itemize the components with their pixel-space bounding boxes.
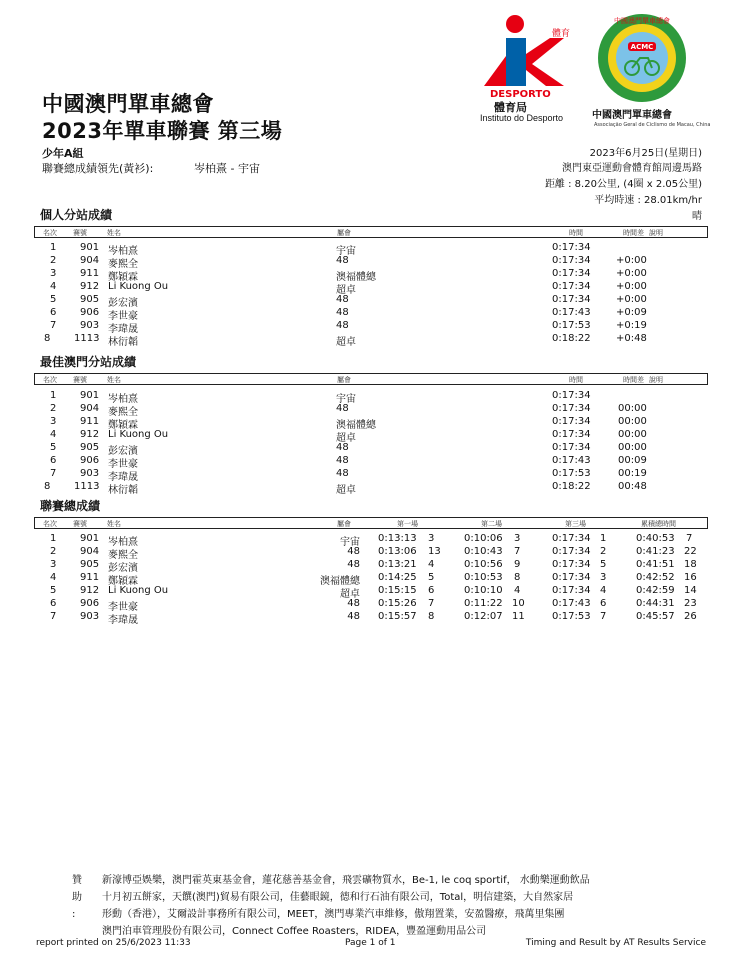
rank: 3 [50,416,57,427]
col-bib: 賽號 [73,229,87,237]
rank: 2 [50,255,57,266]
acmc-name-zh: 中國澳門單車總會 [592,110,672,121]
col-round1: 第一場 [397,520,418,528]
round2-points: 10 [512,598,525,609]
col-rank: 名次 [43,520,57,528]
desporto-name-zh: 體育局 [494,101,527,114]
bib: 1113 [74,333,100,344]
table-row [34,416,708,431]
round3-time: 0:17:34 [552,546,591,557]
bib: 901 [80,242,100,253]
round2-points: 4 [514,585,521,596]
col-time: 時間 [569,376,583,384]
acmc-name-pt: Associação Geral de Ciclismo de Macau, China [594,122,711,128]
bib: 912 [80,281,100,292]
club: 48 [336,455,349,466]
total-points: 18 [684,559,697,570]
rank: 3 [50,559,57,570]
round1-time: 0:13:21 [378,559,417,570]
club: 宇宙 [340,537,360,548]
table-row [34,598,708,613]
col-round2: 第二場 [481,520,502,528]
time: 0:17:34 [552,403,591,414]
round3-points: 5 [600,559,607,570]
round2-points: 11 [512,611,525,622]
rider-name: 岑柏熹 [108,394,138,405]
club: 48 [336,442,349,453]
round3-points: 7 [600,611,607,622]
round2-time: 0:10:56 [464,559,503,570]
rider-name: 麥熙全 [108,259,138,270]
rider-name: Li Kuong Ou [108,429,169,440]
col-rank: 名次 [43,229,57,237]
rider-name: 鄭穎霖 [108,576,138,587]
rider-name: 李瑋晟 [108,472,138,483]
round2-time: 0:11:22 [464,598,503,609]
table-header-macau-best [34,373,708,385]
table-row [34,242,708,257]
time: 0:17:34 [552,268,591,279]
club: 48 [347,611,360,622]
table-row [34,307,708,322]
rider-name: 岑柏熹 [108,537,138,548]
leader-label: 聯賽總成績領先(黃衫): [42,162,154,175]
total-points: 14 [684,585,697,596]
col-club: 屬會 [337,520,351,528]
total-points: 23 [684,598,697,609]
rank: 4 [50,281,57,292]
page-title: 中國澳門單車總會 [42,92,214,116]
bib: 1113 [74,481,100,492]
rank: 7 [50,320,57,331]
time-diff: +0:09 [616,307,647,318]
bib: 911 [80,268,100,279]
round1-time: 0:13:13 [378,533,417,544]
weather: 晴 [692,211,702,222]
round1-points: 7 [428,598,435,609]
race-distance: 距離 : 8.20公里, (4圈 x 2.05公里) [544,179,702,190]
rank: 7 [50,468,57,479]
time-diff: +0:19 [616,320,647,331]
round1-points: 13 [428,546,441,557]
round1-points: 8 [428,611,435,622]
bib: 906 [80,455,100,466]
rank: 1 [50,242,57,253]
table-row [34,281,708,296]
rank: 8 [44,481,51,492]
timing-credit: Timing and Result by AT Results Service [525,938,706,948]
round3-time: 0:17:34 [552,572,591,583]
table-row [34,268,708,283]
col-diff: 時間差 [623,376,644,384]
club: 超卓 [336,433,356,444]
col-note: 說明 [649,376,663,384]
club: 澳福體總 [336,272,376,283]
rank: 7 [50,611,57,622]
bib: 912 [80,429,100,440]
race-venue: 澳門東亞運動會體育館周邊馬路 [562,163,702,174]
round3-points: 4 [600,585,607,596]
club: 超卓 [336,337,356,348]
desporto-logo [476,14,576,126]
bib: 904 [80,255,100,266]
table-row [34,255,708,270]
bib: 911 [80,416,100,427]
bib: 906 [80,598,100,609]
sponsors-line: 形動（香港），艾爾設計事務所有限公司，MEET，澳門專業汽車維修，傲翔置業，安盈醫療，飛萬里集團 [102,909,565,920]
round1-points: 5 [428,572,435,583]
total-time: 0:45:57 [636,611,675,622]
time: 0:17:34 [552,390,591,401]
round2-points: 3 [514,533,521,544]
time: 0:17:34 [552,242,591,253]
time: 0:17:34 [552,442,591,453]
table-row [34,546,708,561]
time: 0:17:34 [552,429,591,440]
time-diff: +0:48 [616,333,647,344]
table-row [34,559,708,574]
col-rank: 名次 [43,376,57,384]
rider-name: 李瑋晟 [108,324,138,335]
round1-time: 0:13:06 [378,546,417,557]
table-row [34,390,708,405]
round2-time: 0:10:43 [464,546,503,557]
club: 超卓 [340,589,360,600]
bib: 901 [80,533,100,544]
round3-time: 0:17:53 [552,611,591,622]
table-header-stage [34,226,708,238]
rank: 4 [50,572,57,583]
time: 0:17:53 [552,468,591,479]
rider-name: 彭宏濱 [108,563,138,574]
time-diff: +0:00 [616,281,647,292]
table-row [34,481,708,496]
club: 48 [336,403,349,414]
table-row [34,429,708,444]
round2-points: 7 [514,546,521,557]
round2-points: 8 [514,572,521,583]
time-diff: 00:00 [618,416,647,427]
table-row [34,468,708,483]
acmc-ring-text: 中國澳門單車總會 [614,17,670,25]
bib: 905 [80,559,100,570]
time-diff: 00:19 [618,468,647,479]
bib: 901 [80,390,100,401]
col-note: 說明 [649,229,663,237]
table-row [34,533,708,548]
table-row [34,611,708,626]
race-avg-speed: 平均時速 : 28.01km/hr [594,195,702,206]
total-points: 7 [686,533,693,544]
acmc-badge-text: ACMC [630,43,654,51]
club: 48 [347,598,360,609]
round2-time: 0:12:07 [464,611,503,622]
round1-time: 0:14:25 [378,572,417,583]
col-club: 屬會 [337,376,351,384]
round1-points: 6 [428,585,435,596]
bib: 905 [80,294,100,305]
club: 宇宙 [336,394,356,405]
time-diff: 00:00 [618,403,647,414]
rider-name: 岑柏熹 [108,246,138,257]
club: 超卓 [336,285,356,296]
section-title-macau-best: 最佳澳門分站成績 [40,355,137,369]
sponsors-line: 十月初五餅家，天饌(澳門)貿易有限公司，佳藝眼鏡，德和行石油有限公司，Total，明信建築，大自然家居 [102,892,574,903]
table-row [34,294,708,309]
bib: 903 [80,611,100,622]
rank: 2 [50,546,57,557]
table-header-overall [34,517,708,529]
rank: 5 [50,294,57,305]
rank: 3 [50,268,57,279]
round3-time: 0:17:34 [552,533,591,544]
round1-points: 3 [428,533,435,544]
rider-name: Li Kuong Ou [108,281,169,292]
event-title: 2023年單車聯賽 第三場 [42,119,283,143]
round1-time: 0:15:15 [378,585,417,596]
round3-points: 2 [600,546,607,557]
rank: 8 [44,333,51,344]
table-row [34,320,708,335]
rank: 6 [50,307,57,318]
rank: 1 [50,390,57,401]
rider-name: 麥熙全 [108,550,138,561]
round1-points: 4 [428,559,435,570]
col-bib: 賽號 [73,520,87,528]
time-diff: 00:09 [618,455,647,466]
round3-time: 0:17:34 [552,585,591,596]
round2-time: 0:10:10 [464,585,503,596]
col-name: 姓名 [107,520,121,528]
total-points: 22 [684,546,697,557]
total-time: 0:42:59 [636,585,675,596]
rank: 6 [50,598,57,609]
club: 澳福體總 [336,420,376,431]
total-time: 0:41:23 [636,546,675,557]
bib: 903 [80,320,100,331]
rider-name: 鄭穎霖 [108,272,138,283]
rider-name: 李世豪 [108,459,138,470]
total-points: 26 [684,611,697,622]
table-row [34,572,708,587]
club: 超卓 [336,485,356,496]
rank: 6 [50,455,57,466]
time: 0:17:43 [552,455,591,466]
report-printed: report printed on 25/6/2023 11:33 [36,938,191,948]
rider-name: 林衍韜 [108,337,138,348]
round3-time: 0:17:43 [552,598,591,609]
col-total: 累積總時間 [641,520,676,528]
club: 48 [336,255,349,266]
time: 0:18:22 [552,481,591,492]
section-title-stage: 個人分站成績 [40,208,113,222]
round1-time: 0:15:26 [378,598,417,609]
bib: 903 [80,468,100,479]
rider-name: 鄭穎霖 [108,420,138,431]
club: 48 [336,468,349,479]
col-name: 姓名 [107,229,121,237]
total-time: 0:41:51 [636,559,675,570]
total-points: 16 [684,572,697,583]
rider-name: 李世豪 [108,311,138,322]
rank: 5 [50,585,57,596]
bib: 912 [80,585,100,596]
time-diff: 00:00 [618,429,647,440]
total-time: 0:40:53 [636,533,675,544]
time: 0:17:34 [552,255,591,266]
time-diff: 00:00 [618,442,647,453]
round2-time: 0:10:06 [464,533,503,544]
round2-points: 9 [514,559,521,570]
rank: 1 [50,533,57,544]
col-bib: 賽號 [73,376,87,384]
total-time: 0:44:31 [636,598,675,609]
club: 48 [347,546,360,557]
rank: 2 [50,403,57,414]
sponsors-line: 澳門泊車管理股份有限公司，Connect Coffee Roasters，RIDEA，豐盈運動用品公司 [102,926,487,937]
rank: 4 [50,429,57,440]
race-date: 2023年6月25日(星期日) [589,148,702,159]
rank: 5 [50,442,57,453]
rider-name: 彭宏濱 [108,446,138,457]
section-title-overall: 聯賽總成績 [40,499,101,513]
round3-points: 1 [600,533,607,544]
time: 0:17:34 [552,281,591,292]
club: 48 [347,559,360,570]
rider-name: 麥熙全 [108,407,138,418]
bib: 911 [80,572,100,583]
table-row [34,333,708,348]
leader-value: 岑柏熹 - 宇宙 [194,162,260,175]
round3-points: 3 [600,572,607,583]
bib: 906 [80,307,100,318]
time: 0:17:43 [552,307,591,318]
total-time: 0:42:52 [636,572,675,583]
desporto-word: DESPORTO [490,89,551,100]
col-name: 姓名 [107,376,121,384]
table-row [34,585,708,600]
desporto-small-text: 體育 [552,29,571,39]
col-diff: 時間差 [623,229,644,237]
club: 48 [336,294,349,305]
time: 0:17:34 [552,416,591,427]
table-row [34,403,708,418]
round2-time: 0:10:53 [464,572,503,583]
col-round3: 第三場 [565,520,586,528]
time-diff: +0:00 [616,294,647,305]
club: 宇宙 [336,246,356,257]
rider-name: Li Kuong Ou [108,585,169,596]
club: 48 [336,320,349,331]
time-diff: 00:48 [618,481,647,492]
time: 0:18:22 [552,333,591,344]
round1-time: 0:15:57 [378,611,417,622]
rider-name: 李瑋晟 [108,615,138,626]
col-time: 時間 [569,229,583,237]
bib: 905 [80,442,100,453]
round3-time: 0:17:34 [552,559,591,570]
page-number: Page 1 of 1 [345,938,396,948]
acmc-logo [588,12,711,132]
rider-name: 李世豪 [108,602,138,613]
bib: 904 [80,546,100,557]
time: 0:17:53 [552,320,591,331]
table-row [34,442,708,457]
sponsors-line: 新濠博亞娛樂，澳門霍英東基金會，蓮花慈善基金會，飛雲礦物質水，Be-1, le coq sportif， 水動樂運動飲品 [102,875,590,886]
table-row [34,455,708,470]
sponsors-label: 贊助 : [72,875,82,920]
col-club: 屬會 [337,229,351,237]
rider-name: 林衍韜 [108,485,138,496]
club: 澳福體總 [320,576,360,587]
time-diff: +0:00 [616,255,647,266]
time-diff: +0:00 [616,268,647,279]
desporto-name-pt: Instituto do Desporto [480,113,564,123]
time: 0:17:34 [552,294,591,305]
group-label: 少年A組 [42,147,84,160]
club: 48 [336,307,349,318]
bib: 904 [80,403,100,414]
round3-points: 6 [600,598,607,609]
rider-name: 彭宏濱 [108,298,138,309]
